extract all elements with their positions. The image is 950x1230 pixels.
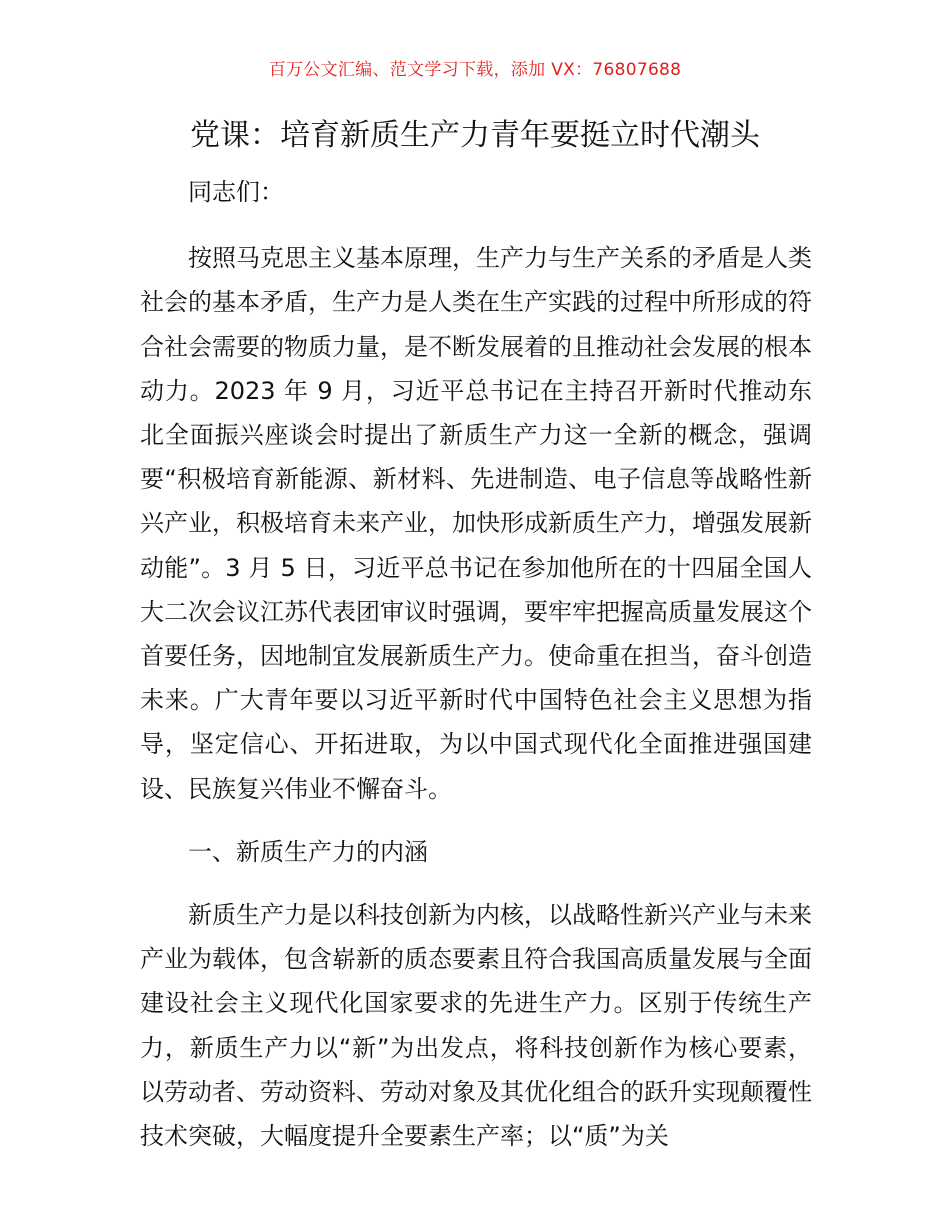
document-title: 党课：培育新质生产力青年要挺立时代潮头 [190, 118, 760, 153]
document-body [140, 170, 812, 1158]
watermark-banner: 百万公文汇编、范文学习下载，添加 VX：76807688 [268, 60, 682, 80]
paragraph-intro: 按照马克思主义基本原理，生产力与生产关系的矛盾是人类社会的基本矛盾，生产力是人类在生产实践的过程中所形成的符合社会需要的物质力量，是不断发展着的且推动社会发展的根本动力。2023 年 9 月，习近平总书记在主持召开新时代推动东北全面振兴座谈会时提出了新质生产力这一全新的概念，强调要“积极培育新能源、新材料、先进制造、电子信息等战略性新兴产业，积极培育未来产业，加快形成新质生产力，增强发展新动能”。3 月 5 日，习近平总书记在参加他所在的十四届全国人大二次会议江苏代表团审议时强调，要牢牢把握高质量发展这个首要任务，因地制宜发展新质生产力。使命重在担当，奋斗创造未来。广大青年要以习近平新时代中国特色社会主义思想为指导，坚定信心、开拓进取，为以中国式现代化全面推进强国建设、民族复兴伟业不懈奋斗。 [140, 244, 812, 803]
greeting: 同志们： [188, 178, 284, 206]
paragraph-section-1: 新质生产力是以科技创新为内核，以战略性新兴产业与未来产业为载体，包含崭新的质态要素且符合我国高质量发展与全面建设社会主义现代化国家要求的先进生产力。区别于传统生产力，新质生产力以“新”为出发点，将科技创新作为核心要素，以劳动者、劳动资料、劳动对象及其优化组合的跃升实现颠覆性技术突破，大幅度提升全要素生产率；以“质”为关 [140, 901, 812, 1151]
section-heading: 一、新质生产力的内涵 [188, 837, 428, 866]
